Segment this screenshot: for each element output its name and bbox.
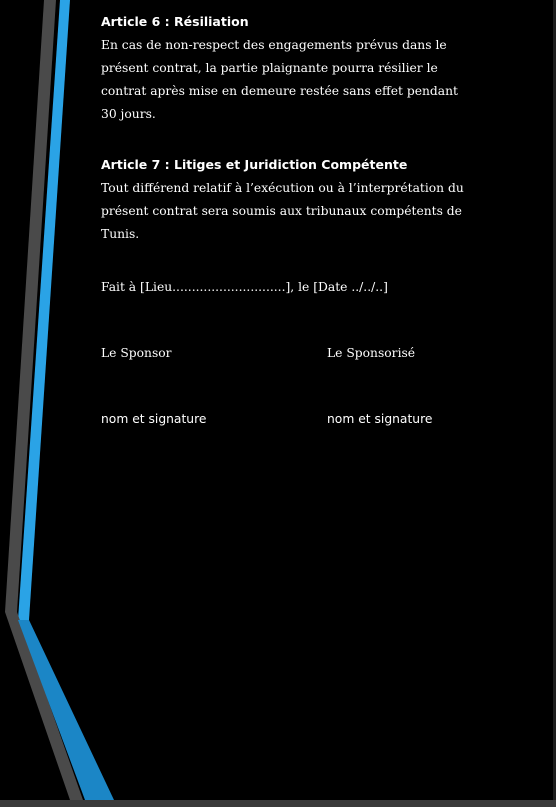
bottom-edge — [0, 800, 556, 807]
article-7-text — [101, 177, 521, 246]
article-6-title: Article 6 : Résiliation — [101, 14, 249, 29]
sponsor-label: Le Sponsor — [101, 346, 172, 360]
document-content — [101, 10, 521, 431]
article-6-line: présent contrat, la partie plaignante pourra résilier le — [101, 61, 438, 75]
gray-stripe-lower — [5, 612, 83, 800]
article-6-text — [101, 34, 521, 126]
party-labels-row — [101, 342, 521, 365]
article-6-line: contrat après mise en demeure restée sans effet pendant — [101, 84, 458, 98]
article-6-line: 30 jours. — [101, 107, 156, 121]
article-7-line: Tunis. — [101, 227, 140, 241]
article-6-section — [101, 10, 521, 126]
article-7-line: Tout différend relatif à l’exécution ou à l’interprétation du — [101, 181, 464, 195]
sponsor-signature: nom et signature — [101, 412, 207, 426]
sponsorise-label: Le Sponsorisé — [327, 346, 416, 360]
article-7-title: Article 7 : Litiges et Juridiction Compétente — [101, 157, 408, 172]
place-date-line: Fait à [Lieu.............................], le [Date ../../..] — [101, 280, 388, 294]
article-7-section — [101, 153, 521, 246]
sponsorise-signature: nom et signature — [327, 412, 433, 426]
signature-row — [101, 408, 521, 431]
article-6-line: En cas de non-respect des engagements prévus dans le — [101, 38, 447, 52]
article-7-line: présent contrat sera soumis aux tribunaux compétents de — [101, 204, 462, 218]
